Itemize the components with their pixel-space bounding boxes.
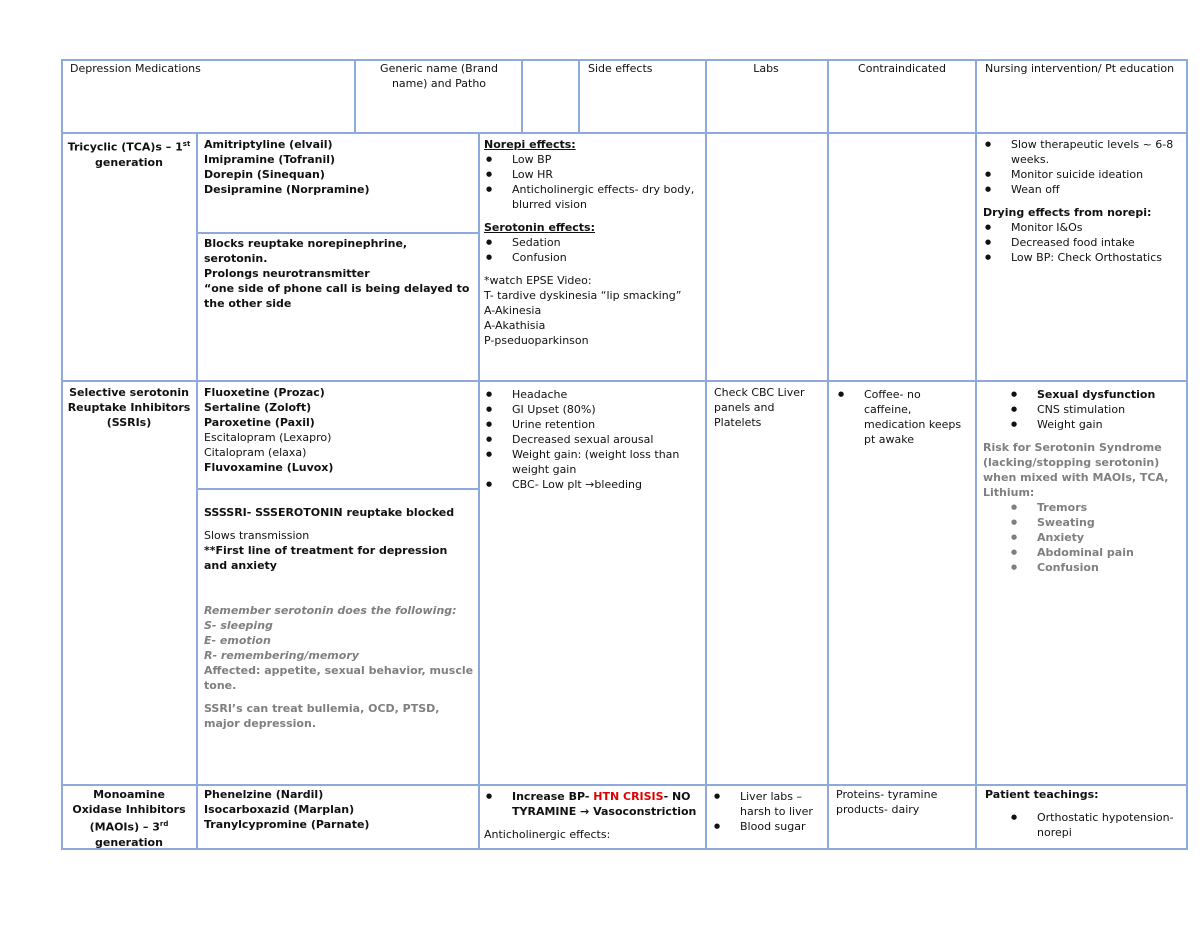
list-item: ● Confusion (983, 560, 1181, 575)
list-item: ● Anticholinergic effects- dry body, blurred vision (484, 182, 702, 212)
ssri-class-name: Selective serotonin Reuptake Inhibitors (SSRIs) (67, 386, 191, 429)
list-item: ● Slow therapeutic levels ~ 6-8 weeks. (983, 137, 1181, 167)
ssri-drug: Escitalopram (Lexapro) (204, 431, 332, 444)
patient-teachings-heading: Patient teachings: (985, 788, 1099, 801)
tca-class-name: Tricyclic (TCA)s – 1st generation (67, 140, 191, 169)
epse-line: P-pseduoparkinson (484, 334, 589, 347)
list-item: ● CNS stimulation (983, 402, 1181, 417)
maoi-nursing (985, 787, 1183, 840)
tca-drug: Imipramine (Tofranil) (204, 153, 336, 166)
maoi-side-effects: ● Increase BP- HTN CRISIS- NO TYRAMINE → Vasoconstriction Anticholinergic effects: (484, 789, 702, 842)
maoi-contraindicated: Proteins- tyramine products- dairy (836, 788, 938, 816)
epse-line: T- tardive dyskinesia “lip smacking” (484, 289, 682, 302)
maoi-drug: Phenelzine (Nardil) (204, 788, 324, 801)
maoi-drug: Tranylcypromine (Parnate) (204, 818, 370, 831)
list-item: ● Low BP: Check Orthostatics (983, 250, 1181, 265)
list-item: ● CBC- Low plt →bleeding (484, 477, 702, 492)
list-item: ● GI Upset (80%) (484, 402, 702, 417)
htn-crisis-text: HTN CRISIS (593, 790, 664, 803)
tca-nursing (983, 137, 1181, 265)
affected-line: Affected: appetite, sexual behavior, muscle tone. (204, 664, 474, 692)
header-generic-name: Generic name (Brand name) and Patho (380, 62, 498, 90)
ssri-drug: Citalopram (elaxa) (204, 446, 307, 459)
list-item: ● Urine retention (484, 417, 702, 432)
remember-line: R- remembering/memory (204, 649, 359, 662)
treat-line: SSRI’s can treat bullemia, OCD, PTSD, major depression. (204, 702, 440, 730)
ssri-drug: Fluoxetine (Prozac) (204, 386, 325, 399)
list-item: ● Low BP (484, 152, 702, 167)
ssri-patho: SSSSRI- SSSEROTONIN reuptake blocked Slows transmission **First line of treatment for depression and anxiety Remember serotonin does the following: S- sleeping E- emotion R- remembering/memory Affected: appetite, sexual behavior, muscle tone. SSRI’s can treat bullemia, OCD, PTSD, major depression. (204, 506, 474, 730)
list-item: ● Abdominal pain (983, 545, 1181, 560)
ssri-patho-title: SSSSRI- SSSEROTONIN reuptake blocked (204, 506, 455, 519)
drying-heading: Drying effects from norepi: (983, 206, 1152, 219)
epse-line: A-Akathisia (484, 319, 546, 332)
tca-drug-list (204, 137, 474, 197)
ssri-drug-list (204, 385, 474, 475)
list-item: ● Sexual dysfunction (983, 387, 1181, 402)
tca-drug: Amitriptyline (elvail) (204, 138, 333, 151)
maoi-class-name: Monoamine Oxidase Inhibitors (MAOIs) – 3rd generation (72, 788, 186, 849)
remember-line: Remember serotonin does the following: (204, 604, 457, 617)
list-item: ● Orthostatic hypotension- norepi (983, 810, 1183, 840)
list-item: ● Low HR (484, 167, 702, 182)
maoi-drug-list (204, 787, 474, 832)
header-labs: Labs (753, 62, 779, 75)
list-item: ● Decreased sexual arousal (484, 432, 702, 447)
epse-line: A-Akinesia (484, 304, 542, 317)
epse-line: *watch EPSE Video: (484, 274, 592, 287)
list-item: ● Headache (484, 387, 702, 402)
maoi-drug: Isocarboxazid (Marplan) (204, 803, 355, 816)
list-item: ● Coffee- no caffeine, medication keeps pt awake (836, 387, 970, 447)
ssri-nursing (983, 387, 1181, 575)
header-contraindicated: Contraindicated (858, 62, 946, 75)
remember-line: E- emotion (204, 634, 271, 647)
ssri-drug: Sertaline (Zoloft) (204, 401, 312, 414)
maoi-labs (712, 789, 822, 834)
tca-patho: Blocks reuptake norepinephrine, serotonin. Prolongs neurotransmitter “one side of phone call is being delayed to the other side (204, 237, 470, 310)
ssri-labs: Check CBC Liver panels and Platelets (714, 386, 805, 429)
header-side-effects: Side effects (588, 62, 653, 75)
tca-drug: Dorepin (Sinequan) (204, 168, 325, 181)
list-item: ● Increase BP- HTN CRISIS- NO TYRAMINE → Vasoconstriction (484, 789, 702, 819)
list-item: ● Weight gain (983, 417, 1181, 432)
list-item: ● Weight gain: (weight loss than weight gain (484, 447, 702, 477)
tca-side-effects (484, 137, 702, 348)
list-item: ● Blood sugar (712, 819, 822, 834)
header-depression-medications: Depression Medications (70, 62, 201, 75)
list-item: ● Anxiety (983, 530, 1181, 545)
remember-line: S- sleeping (204, 619, 273, 632)
list-item: ● Sweating (983, 515, 1181, 530)
header-nursing-intervention: Nursing intervention/ Pt education (985, 62, 1175, 75)
list-item: ● Liver labs – harsh to liver (712, 789, 822, 819)
ssri-side-effects (484, 387, 702, 492)
list-item: ● Monitor I&Os (983, 220, 1181, 235)
list-item: ● Decreased food intake (983, 235, 1181, 250)
list-item: ● Monitor suicide ideation (983, 167, 1181, 182)
list-item: ● Wean off (983, 182, 1181, 197)
ssri-drug: Fluvoxamine (Luvox) (204, 461, 334, 474)
list-item: ● Sedation (484, 235, 702, 250)
ssri-contraindicated (836, 387, 970, 447)
list-item: ● Confusion (484, 250, 702, 265)
serotonin-heading: Serotonin effects: (484, 221, 595, 234)
list-item: ● Tremors (983, 500, 1181, 515)
serotonin-syndrome-heading: Risk for Serotonin Syndrome (lacking/stopping serotonin) when mixed with MAOIs, TCA, Lithium: (983, 441, 1169, 499)
first-line-note: **First line of treatment for depression and anxiety (204, 544, 448, 572)
tca-drug: Desipramine (Norpramine) (204, 183, 370, 196)
ssri-drug: Paroxetine (Paxil) (204, 416, 315, 429)
norepi-heading: Norepi effects: (484, 138, 576, 151)
